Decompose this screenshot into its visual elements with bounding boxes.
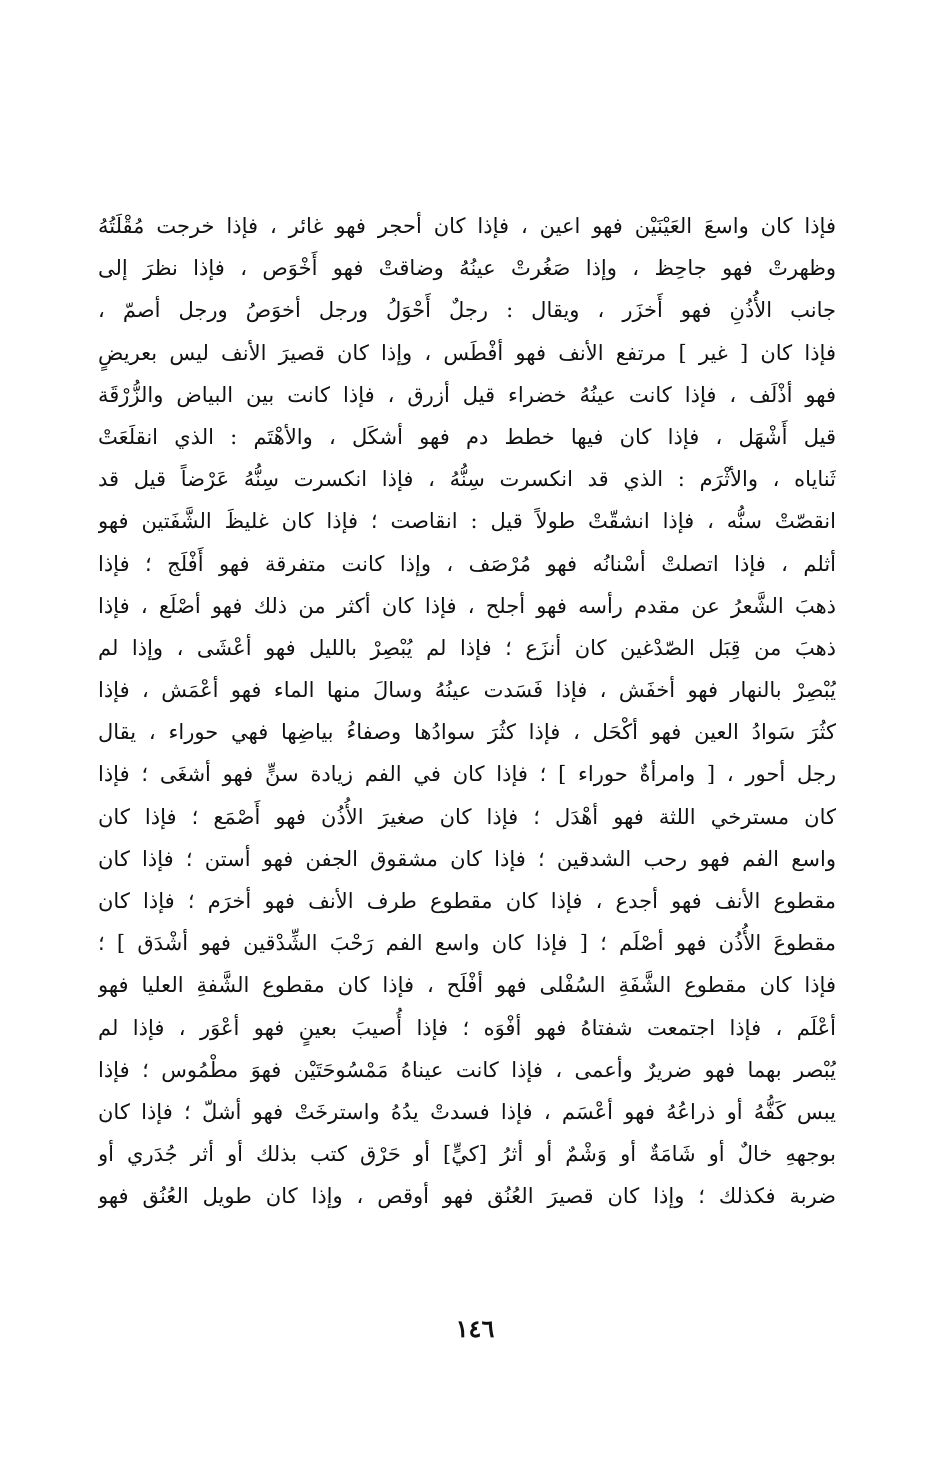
page-number: ١٤٦ [455, 1314, 495, 1343]
text-line: ذهبَ الشَّعرُ عن مقدم رأسه فهو أجلح ، فإذا كان أكثر من ذلك فهو أصْلَع ، فإذا [98, 593, 836, 618]
text-line: قيل أَشْهَل ، فإذا كان فيها خطط دم فهو أشكَل ، والأهْتَم : الذي انقلَعَتْ [98, 424, 836, 449]
text-line: انقصّتْ سنُّه ، فإذا انشقّتْ طولاً قيل : انقاصت ؛ فإذا كان غليظَ الشَّفَتين فهو [98, 509, 836, 534]
text-line: يُبْصر بهما فهو ضريرٌ وأعمى ، فإذا كانت عيناهُ مَمْسُوحَتَيْن فهوَ مطْمُوس ؛ فإذا [98, 1057, 836, 1082]
text-line: يُبْصِرْ بالنهار فهو أخفَش ، فإذا فَسَدت عينُهُ وسالَ منها الماء فهو أعْمَش ، فإذا [98, 678, 836, 703]
text-line: فإذا كان واسعَ العَيْنَيْن فهو اعين ، فإذا كان أحجر فهو غائر ، فإذا خرجت مُقْلَتُهُ [98, 214, 836, 238]
text-line: فهو أذْلَف ، فإذا كانت عينُهُ خضراء قيل أزرق ، فإذا كانت بين البياض والزُّرْقَة [98, 382, 836, 407]
text-line: مقطوع الأنف فهو أجدع ، فإذا كان مقطوع طرف الأنف فهو أخرَم ؛ فإذا كان [98, 889, 836, 913]
text-line: ذهبَ من قِبَل الصّدْغين كان أنزَع ؛ فإذا لم يُبْصِرْ بالليل فهو أعْشَى ، وإذا لم [98, 635, 836, 660]
text-line: ضربة فكذلك ؛ وإذا كان قصيرَ العُنُق فهو أوقص ، وإذا كان طويل العُنُق فهو [98, 1184, 836, 1209]
text-line: رجل أحور ، [ وامرأةٌ حوراء ] ؛ فإذا كان في الفم زيادة سنٍّ فهو أشغَى ؛ فإذا [98, 762, 836, 787]
text-line: أعْلَم ، فإذا اجتمعت شفتاهُ فهو أفْوَه ؛ فإذا أُصيبَ بعينٍ فهو أعْوَر ، فإذا لم [98, 1015, 836, 1040]
text-line: وظهرتْ فهو جاحِظ ، وإذا صَغُرتْ عينُهُ وضاقتْ فهو أَخْوَص ، فإذا نظرَ إلى [98, 256, 836, 281]
text-line: كان مسترخي اللثة فهو أهْدَل ؛ فإذا كان صغيرَ الأُذُن فهو أَصْمَع ؛ فإذا كان [98, 804, 836, 829]
text-line: فإذا كان مقطوع الشَّفَةِ السُفْلى فهو أفْلَح ، فإذا كان مقطوع الشَّفةِ العليا فهو [98, 973, 836, 998]
text-line: كثُرَ سَوادُ العين فهو أكْحَل ، فإذا كثُرَ سوادُها وصفاءُ بياضِها فهي حوراء ، يقال [98, 720, 836, 745]
text-line: ثَناياه ، والأثْرَم : الذي قد انكسرت سِنُّهُ ، فإذا انكسرت سِنُّهُ عَرْضاً قيل قد [98, 467, 836, 492]
text-line: مقطوعَ الأُذُن فهو أصْلَم ؛ [ فإذا كان واسع الفم رَحْبَ الشِّدْقين فهو أشْدَق ] ؛ [98, 931, 836, 956]
text-line: واسع الفم فهو رحب الشدقين ؛ فإذا كان مشقوق الجفن فهو أستن ؛ فإذا كان [98, 846, 836, 871]
body-text [98, 205, 836, 1218]
text-line: أثلم ، فإذا اتصلتْ أسْنانُه فهو مُرْصَف ، وإذا كانت متفرقة فهو أَفْلَج ؛ فإذا [98, 551, 836, 576]
text-line: فإذا كان [ غير ] مرتفع الأنف فهو أفْطَس ، وإذا كان قصيرَ الأنف ليس بعريضٍ [98, 340, 836, 365]
text-line: جانب الأُذُنِ فهو أَخزَر ، ويقال : رجلٌ أَحْوَلُ ورجل أخوَصُ ورجل أصمّ ، [98, 298, 836, 323]
text-line: يبس كَفُّهُ أو ذراعُهُ فهو أعْسَم ، فإذا فسدتْ يدُهُ واسترخَتْ فهو أشلّ ؛ فإذا كان [98, 1099, 836, 1124]
text-line: بوجههِ خالٌ أو شَامَةٌ أو وَشْمٌ أو أثرُ [كيٍّ] أو حَرْق كتب بذلك أو أثر جُدَري أو [98, 1142, 836, 1167]
